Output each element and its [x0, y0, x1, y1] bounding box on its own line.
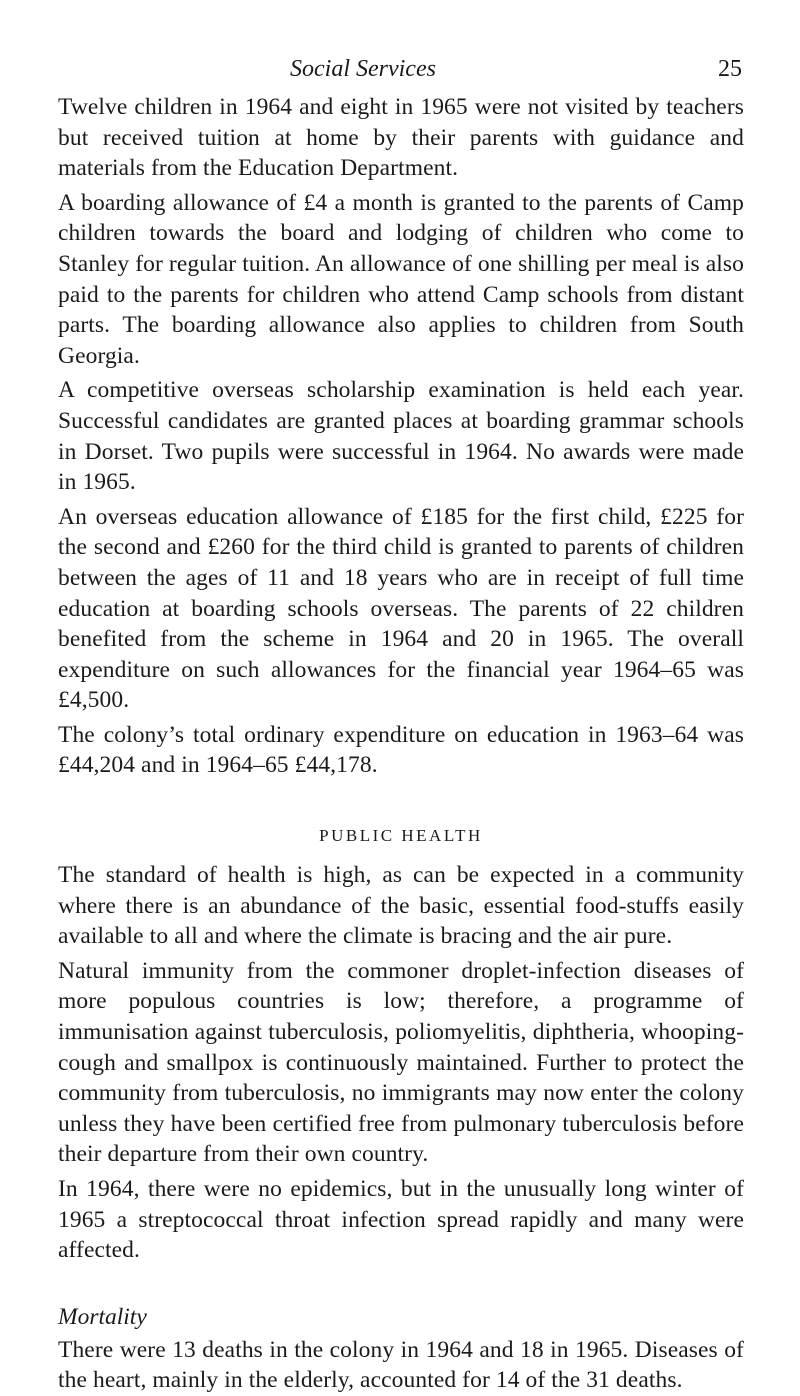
paragraph-scholarship: A competitive overseas scholarship examination is held each year. Successful candidates are granted places at boarding grammar schools in Dorset. Two pupils were successful in 1964. No awards were made in 1965. — [58, 377, 744, 496]
running-head — [58, 52, 744, 92]
document-page — [58, 52, 744, 1396]
paragraph-immunisation: Natural immunity from the commoner droplet-infection diseases of more populous countries is low; therefore, a programme of immunisation against tuberculosis, poliomyelitis, diphtheria, whooping-cough and smallpox is continuously maintained. Further to protect the community from tuberculosis, no immigrants may now enter the colony unless they have been certified free from pulmonary tuberculosis before their departure from their own country. — [58, 957, 744, 1168]
paragraph-home-tuition: Twelve children in 1964 and eight in 1965 were not visited by teachers but received tuition at home by their parents with guidance and materials from the Education Department. — [58, 94, 744, 182]
mortality-subheading: Mortality — [58, 1303, 147, 1330]
paragraph-epidemics: In 1964, there were no epidemics, but in the unusually long winter of 1965 a streptococcal throat infection spread rapidly and many were affected. — [58, 1176, 744, 1264]
section-title: Social Services — [290, 56, 436, 82]
public-health-heading: PUBLIC HEALTH — [319, 826, 483, 846]
paragraph-expenditure: The colony’s total ordinary expenditure on education in 1963–64 was £44,204 and in 1964–65 £44,178. — [58, 721, 744, 779]
page-number: 25 — [718, 56, 742, 82]
paragraph-mortality: There were 13 deaths in the colony in 1964 and 18 in 1965. Diseases of the heart, mainly in the elderly, accounted for 14 of the 31 deaths. — [58, 1336, 744, 1394]
paragraph-health-standard: The standard of health is high, as can be expected in a community where there is an abundance of the basic, essential food-stuffs easily available to all and where the climate is bracing and the air pure. — [58, 862, 744, 950]
paragraph-overseas-allowance: An overseas education allowance of £185 for the first child, £225 for the second and £260 for the third child is granted to parents of children between the ages of 11 and 18 years who are in receipt of full time education at boarding schools overseas. The parents of 22 children benefited from the scheme in 1964 and 20 in 1965. The overall expenditure on such allowances for the financial year 1964–65 was £4,500. — [58, 503, 744, 714]
paragraph-boarding-allowance: A boarding allowance of £4 a month is granted to the parents of Camp children towards the board and lodging of children who come to Stanley for regular tuition. An allowance of one shilling per meal is also paid to the parents for children who attend Camp schools from distant parts. The boarding allowance also applies to children from South Georgia. — [58, 189, 744, 369]
